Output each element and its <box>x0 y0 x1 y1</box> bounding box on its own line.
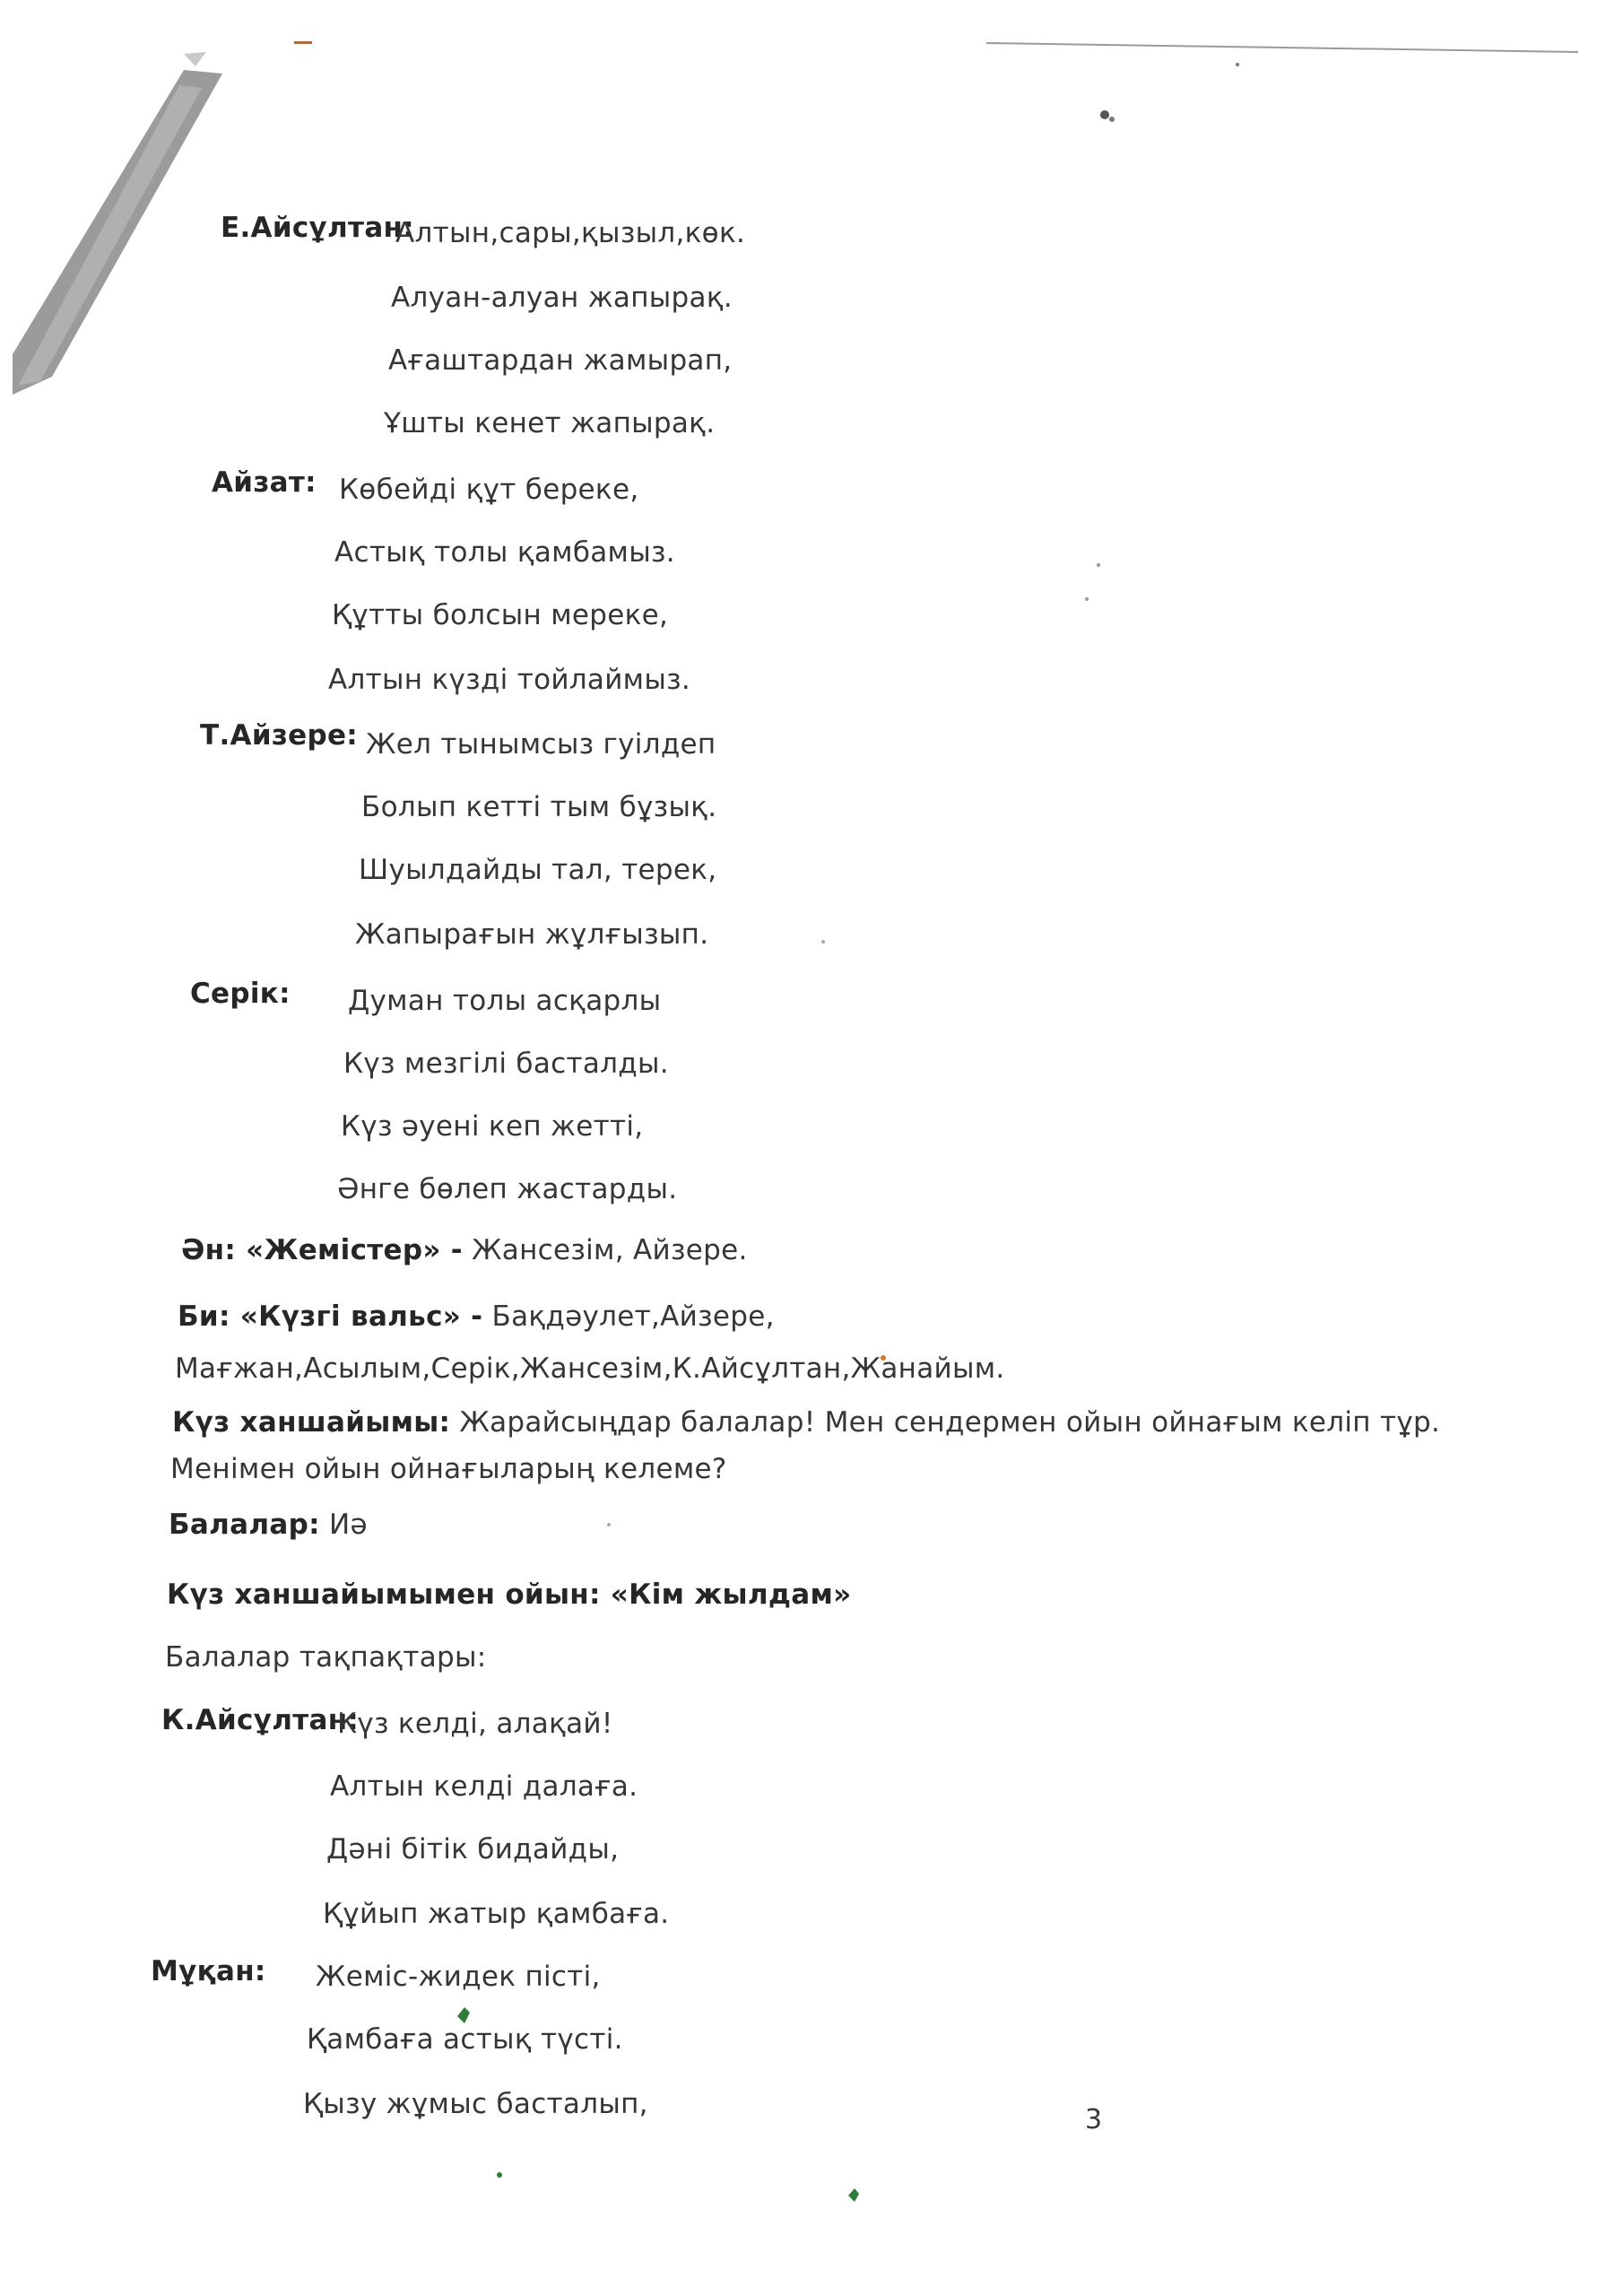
queen-speech-text: Жарайсыңдар балалар! Мен сендермен ойын ойнағым келіп тұр. <box>450 1406 1441 1439</box>
verse-line: Шуылдайды тал, терек, <box>359 854 717 886</box>
speaker-label: Мұқан: <box>151 1955 266 1987</box>
verse-line: Қамбаға астық түсті. <box>307 2023 623 2056</box>
verse-line: Ұшты кенет жапырақ. <box>384 407 716 439</box>
dance-line <box>178 1299 775 1335</box>
dance-performers: Бақдәулет,Айзере, <box>482 1300 775 1333</box>
top-scan-line <box>986 43 1578 52</box>
children-label: Балалар: <box>169 1509 320 1541</box>
children-reply-line <box>169 1507 368 1543</box>
speaker-label: Е.Айсұлтан: <box>221 212 414 244</box>
verse-line: Болып кетті тым бұзық. <box>361 791 717 823</box>
verse-line: Алуан-алуан жапырақ. <box>391 282 733 314</box>
dust-speck <box>1085 597 1089 601</box>
queen-label: Күз ханшайымы: <box>172 1406 451 1439</box>
dance-label: Би: «Күзгі вальс» - <box>178 1300 483 1333</box>
verse-line: Алтын келді далаға. <box>330 1770 638 1803</box>
verse-line: Күз мезгілі басталды. <box>343 1048 669 1080</box>
page-number: 3 <box>1085 2104 1103 2135</box>
green-mark <box>497 2172 502 2178</box>
recitation-intro: Балалар тақпақтары: <box>165 1641 487 1674</box>
verse-line: Дәні бітік бидайды, <box>326 1833 620 1866</box>
corner-fold-shadow <box>13 52 222 395</box>
dust-speck <box>1097 563 1100 567</box>
verse-line: Құтты болсын мереке, <box>332 599 669 631</box>
verse-line: Алтын күзді тойлаймыз. <box>328 664 691 696</box>
verse-line: Күз келді, алақай! <box>337 1708 613 1740</box>
dust-speck <box>821 940 825 944</box>
verse-line: Думан толы асқарлы <box>348 985 662 1017</box>
song-label: Ән: «Жемістер» - <box>181 1234 463 1266</box>
verse-line: Жел тынымсыз гуілдеп <box>366 728 716 761</box>
verse-line: Ағаштардан жамырап, <box>388 344 733 377</box>
verse-line: Қызу жұмыс басталып, <box>303 2088 648 2120</box>
verse-line: Жеміс-жидек пісті, <box>316 1961 601 1993</box>
verse-line: Астық толы қамбамыз. <box>334 536 675 569</box>
queen-speech-continued: Менімен ойын ойнағыларың келеме? <box>170 1453 727 1485</box>
game-title: Күз ханшайымымен ойын: «Кім жылдам» <box>167 1578 852 1611</box>
top-mark <box>294 41 312 44</box>
green-mark <box>848 2188 859 2202</box>
ink-speck <box>1236 63 1239 66</box>
ink-speck <box>1109 117 1115 122</box>
children-reply-text: Иә <box>319 1509 368 1541</box>
song-line <box>181 1232 748 1268</box>
verse-line: Көбейді құт береке, <box>339 474 639 506</box>
song-performers: Жансезім, Айзере. <box>462 1234 748 1266</box>
dust-speck <box>607 1523 611 1526</box>
speaker-label: Айзат: <box>212 466 317 499</box>
verse-line: Құйып жатыр қамбаға. <box>323 1898 670 1930</box>
speaker-label: К.Айсұлтан: <box>161 1704 360 1736</box>
speaker-label: Серік: <box>190 978 291 1010</box>
speaker-label: Т.Айзере: <box>200 719 358 752</box>
ink-speck <box>1100 110 1109 119</box>
verse-line: Алтын,сары,қызыл,көк. <box>395 217 746 249</box>
verse-line: Жапырағын жұлғызып. <box>355 918 709 951</box>
dance-performers-continued: Мағжан,Асылым,Серік,Жансезім,К.Айсұлтан,Жанайым. <box>175 1352 1005 1385</box>
queen-speech-line <box>172 1405 1440 1440</box>
verse-line: Әнге бөлеп жастарды. <box>337 1173 678 1205</box>
verse-line: Күз әуені кеп жетті, <box>341 1110 644 1143</box>
